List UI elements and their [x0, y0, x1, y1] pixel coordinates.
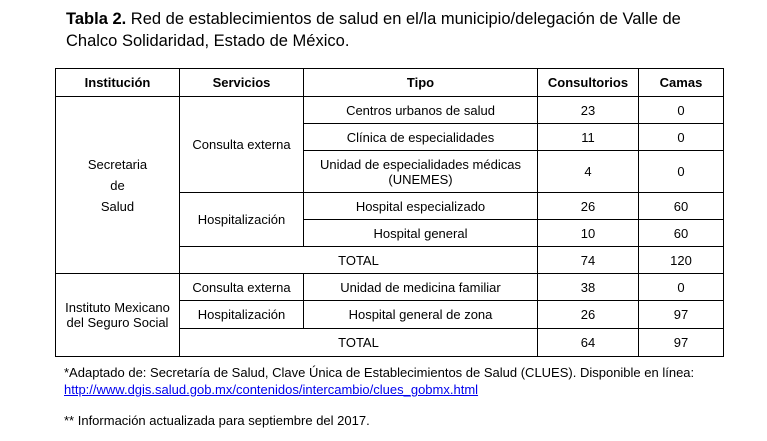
cell-consultorios: 23 [538, 97, 639, 124]
institution-line: de [110, 177, 125, 193]
cell-consultorios: 11 [538, 124, 639, 151]
health-establishments-table [55, 68, 724, 357]
cell-consultorios: 10 [538, 220, 639, 247]
total-label: TOTAL [180, 329, 538, 357]
total-camas: 97 [639, 329, 724, 357]
cell-tipo: Centros urbanos de salud [304, 97, 538, 124]
table-header-row [56, 69, 724, 97]
source-text: *Adaptado de: Secretaría de Salud, Clave Única de Establecimientos de Salud (CLUES). Disponible en línea: [64, 365, 695, 380]
cell-tipo: Hospital especializado [304, 193, 538, 220]
institution-secretaria-salud [56, 97, 180, 274]
cell-camas: 0 [639, 274, 724, 301]
cell-camas: 0 [639, 124, 724, 151]
cell-consultorios: 38 [538, 274, 639, 301]
service-consulta-externa: Consulta externa [180, 274, 304, 301]
header-consultorios: Consultorios [538, 69, 639, 97]
cell-consultorios: 26 [538, 193, 639, 220]
header-tipo: Tipo [304, 69, 538, 97]
header-camas: Camas [639, 69, 724, 97]
institution-line: Secretaria [87, 156, 148, 172]
table-row [56, 274, 724, 301]
cell-tipo: Clínica de especialidades [304, 124, 538, 151]
table-row [56, 97, 724, 124]
header-servicios: Servicios [180, 69, 304, 97]
total-camas: 120 [639, 247, 724, 274]
total-label: TOTAL [180, 247, 538, 274]
cell-camas: 97 [639, 301, 724, 329]
caption-text: Red de establecimientos de salud en el/la municipio/delegación de Valle de Chalco Solidaridad, Estado de México. [66, 10, 681, 50]
service-consulta-externa: Consulta externa [180, 97, 304, 193]
cell-tipo: Hospital general [304, 220, 538, 247]
cell-camas: 0 [639, 97, 724, 124]
source-note [64, 364, 744, 398]
cell-camas: 60 [639, 193, 724, 220]
cell-camas: 0 [639, 151, 724, 193]
caption-label: Tabla 2. [66, 10, 127, 28]
table-caption [66, 8, 726, 52]
header-institucion: Institución [56, 69, 180, 97]
cell-consultorios: 26 [538, 301, 639, 329]
cell-tipo: Hospital general de zona [304, 301, 538, 329]
clues-link[interactable]: http://www.dgis.salud.gob.mx/contenidos/intercambio/clues_gobmx.html [64, 382, 479, 397]
cell-consultorios: 4 [538, 151, 639, 193]
total-consultorios: 74 [538, 247, 639, 274]
cell-camas: 60 [639, 220, 724, 247]
service-hospitalizacion: Hospitalización [180, 193, 304, 247]
cell-tipo: Unidad de especialidades médicas (UNEMES) [304, 151, 538, 193]
cell-tipo: Unidad de medicina familiar [304, 274, 538, 301]
institution-line: Salud [100, 198, 135, 214]
service-hospitalizacion: Hospitalización [180, 301, 304, 329]
institution-imss: Instituto Mexicano del Seguro Social [56, 274, 180, 357]
total-consultorios: 64 [538, 329, 639, 357]
update-note: ** Información actualizada para septiembre del 2017. [64, 413, 370, 428]
